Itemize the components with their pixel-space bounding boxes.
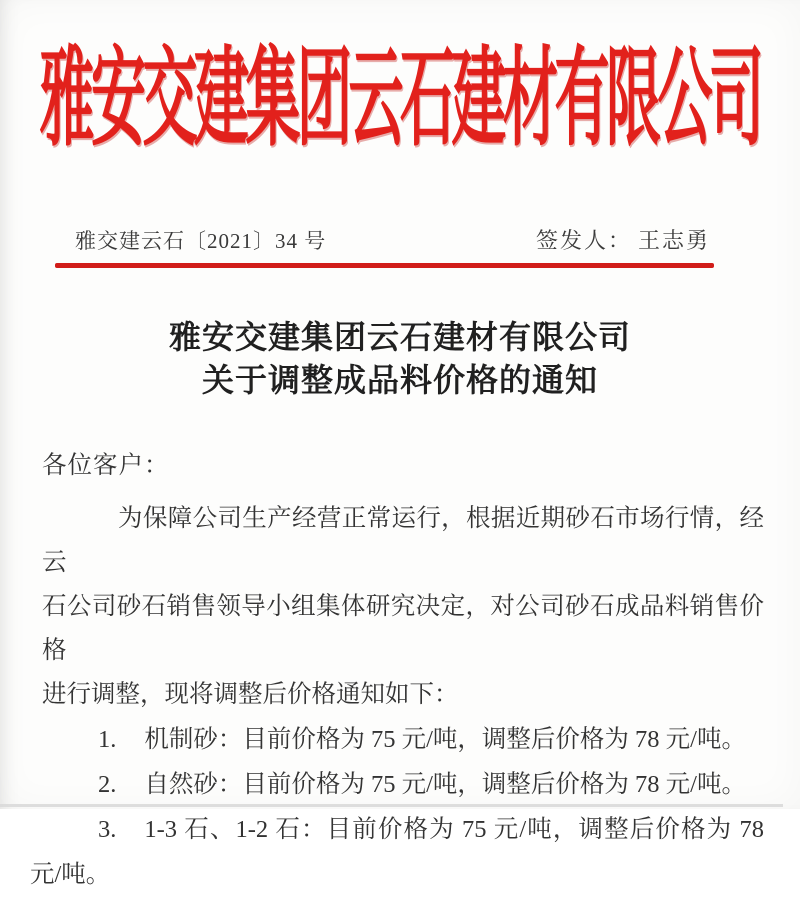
notice-title bbox=[0, 316, 800, 402]
paragraph-line-2: 石公司砂石销售领导小组集体研究决定，对公司砂石成品料销售价格 bbox=[42, 593, 764, 664]
salutation: 各位客户： bbox=[42, 452, 170, 479]
notice-body bbox=[30, 443, 764, 897]
notice-title-line1: 雅安交建集团云石建材有限公司 bbox=[168, 319, 631, 355]
doc-meta-row bbox=[75, 224, 710, 255]
paragraph-line-1: 为保障公司生产经营正常运行，根据近期砂石市场行情，经云 bbox=[42, 505, 764, 576]
price-item-1-number: 1. bbox=[98, 726, 117, 753]
price-item-3-number: 3. bbox=[98, 816, 117, 843]
price-item-3-text: 1-3 石、1-2 石：目前价格为 75 元/吨，调整后价格为 78 bbox=[144, 816, 764, 843]
red-letterhead-company-name: 雅安交建集团云石建材有限公司 bbox=[39, 39, 761, 159]
price-item-3-continuation: 元/吨。 bbox=[30, 861, 111, 888]
paragraph-line-3: 进行调整，现将调整后价格通知如下： bbox=[42, 681, 459, 708]
price-item-2 bbox=[42, 762, 764, 807]
price-item-1 bbox=[42, 717, 764, 762]
issuer bbox=[536, 224, 710, 255]
price-item-1-text: 机制砂：目前价格为 75 元/吨，调整后价格为 78 元/吨。 bbox=[144, 726, 746, 753]
price-item-3 bbox=[42, 807, 764, 852]
issuer-name: 王志勇 bbox=[637, 228, 710, 253]
issuer-label: 签发人： bbox=[535, 228, 632, 253]
red-divider-line bbox=[55, 263, 714, 268]
price-item-2-number: 2. bbox=[98, 771, 117, 798]
price-item-2-text: 自然砂：目前价格为 75 元/吨，调整后价格为 78 元/吨。 bbox=[144, 771, 746, 798]
page-bottom-scan-line bbox=[0, 804, 783, 807]
doc-number: 雅交建云石〔2021〕34 号 bbox=[75, 229, 327, 253]
notice-title-line2: 关于调整成品料价格的通知 bbox=[201, 362, 598, 398]
